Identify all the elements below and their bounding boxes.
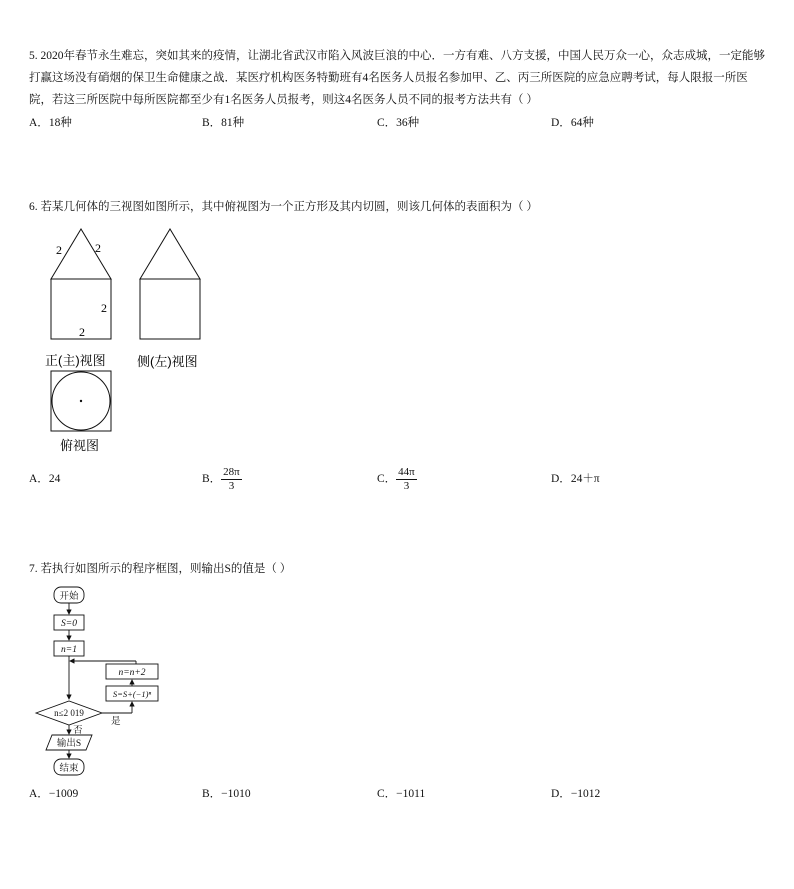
three-view-figure: [36, 222, 226, 458]
yes-label: 是: [111, 717, 121, 727]
dim-right-slant: 2: [95, 241, 101, 255]
front-view: [45, 229, 111, 368]
option-label: A．: [29, 788, 49, 800]
option-text: −1012: [570, 788, 601, 800]
option-b[interactable]: [202, 466, 242, 493]
fraction-denominator: 3: [228, 480, 235, 492]
start-label: 开始: [59, 592, 79, 602]
center-dot: [80, 400, 82, 402]
option-label: D．: [551, 473, 571, 485]
fraction-numerator: 28π: [223, 466, 240, 478]
init-n-label: n=1: [61, 645, 77, 655]
option-b[interactable]: [202, 782, 251, 806]
option-text: 36种: [396, 117, 420, 129]
dim-bottom: 2: [79, 325, 85, 339]
option-c[interactable]: [377, 111, 419, 135]
option-label: C．: [377, 473, 397, 486]
question-5-text: 5. 2020年春节永生难忘，突如其来的疫情，让湖北省武汉市陷入风波巨浪的中心．一方有难、八方支援，中国人民万众一心，众志成城，一定能够打赢这场没有硝烟的保卫生命健康之战．某医疗机构医务特勤班有4名医务人员报名参加甲、乙、丙三所医院的应急应聘考试，每人限报一所医院，若这三所医院中每所医院都至少有1名医务人员报考，则这4名医务人员不同的报考方法共有（ ）: [29, 50, 765, 106]
side-view-label: 侧(左)视图: [137, 354, 198, 369]
top-view-label: 俯视图: [60, 438, 100, 453]
option-text: 64种: [570, 117, 594, 129]
option-label: C．: [377, 117, 397, 129]
option-text: 18种: [48, 117, 72, 129]
option-a[interactable]: [29, 782, 78, 806]
init-s-label: S=0: [61, 619, 77, 629]
side-view: [137, 229, 200, 369]
option-label: C．: [377, 788, 397, 800]
question-7-text: 7. 若执行如图所示的程序框图，则输出S的值是（ ）: [29, 563, 292, 575]
top-view: [51, 371, 111, 453]
dim-side: 2: [101, 301, 107, 315]
option-b[interactable]: [202, 111, 244, 135]
condition-label: n≤2 019: [54, 708, 84, 718]
option-d[interactable]: [551, 466, 600, 492]
option-label: D．: [551, 117, 571, 129]
option-label: B．: [202, 473, 222, 486]
question-6-text: 6. 若某几何体的三视图如图所示，其中俯视图为一个正方形及其内切圆，则该几何体的表面积为（ ）: [29, 201, 538, 213]
option-d[interactable]: [551, 111, 594, 135]
option-d[interactable]: [551, 782, 600, 806]
dim-left-slant: 2: [56, 243, 62, 257]
option-label: B．: [202, 788, 222, 800]
option-label: D．: [551, 788, 571, 800]
no-label: 否: [73, 726, 83, 736]
option-label: B．: [202, 117, 222, 129]
option-text: −1011: [396, 788, 426, 800]
option-text: 81种: [221, 117, 245, 129]
fraction: [396, 466, 417, 493]
question-5-options: [29, 111, 769, 135]
option-c[interactable]: [377, 782, 425, 806]
update-n-label: n=n+2: [118, 668, 146, 678]
option-label: A．: [29, 473, 49, 485]
end-label: 结束: [59, 764, 79, 774]
update-s-label: S=S+(−1)ⁿ: [112, 689, 152, 699]
option-text: −1009: [48, 788, 79, 800]
option-a[interactable]: [29, 466, 60, 492]
option-text: −1010: [221, 788, 251, 800]
front-view-label: 正(主)视图: [45, 353, 106, 368]
option-text: 24＋π: [570, 473, 600, 485]
fraction: [221, 466, 242, 493]
option-c[interactable]: [377, 466, 417, 493]
output-label: 输出S: [56, 739, 82, 749]
flowchart-figure: [32, 583, 172, 779]
option-label: A．: [29, 117, 49, 129]
fraction-denominator: 3: [403, 480, 410, 492]
question-7-options: [29, 782, 769, 806]
question-6-options: [29, 466, 769, 498]
option-text: 24: [48, 473, 61, 485]
option-a[interactable]: [29, 111, 72, 135]
fraction-numerator: 44π: [398, 466, 415, 478]
